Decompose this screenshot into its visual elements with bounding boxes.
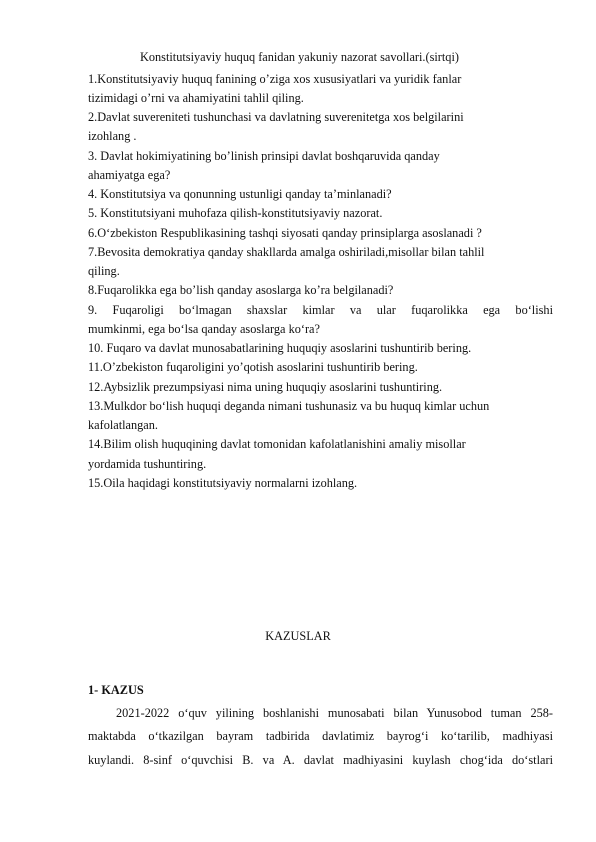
page-title: Konstitutsiyaviy huquq fanidan yakuniy nazorat savollari.(sirtqi) — [140, 50, 459, 64]
question-9-line-2: mumkinmi, ega bo‘lsa qanday asoslarga ko‘ra? — [88, 321, 320, 336]
question-1-line-2: tizimidagi o’rni va ahamiyatini tahlil qiling. — [88, 90, 304, 105]
question-8-line-1: 8.Fuqarolikka ega bo’lish qanday asoslarga ko’ra belgilanadi? — [88, 283, 394, 298]
question-7-line-2: qiling. — [88, 264, 120, 278]
case-1-line-1: 2021-2022 o‘quv yilining boshlanishi munosabati bilan Yunusobod tuman 258- — [116, 706, 553, 720]
question-3-line-2: ahamiyatga ega? — [88, 167, 171, 182]
question-14-line-2: yordamida tushuntiring. — [88, 456, 207, 471]
question-3-line-1: 3. Davlat hokimiyatining bo’linish prinsipi davlat boshqaruvida qanday — [88, 148, 440, 163]
question-9 — [88, 301, 553, 340]
question-10 — [88, 339, 553, 358]
question-8 — [88, 281, 553, 300]
question-7 — [88, 243, 553, 282]
question-12 — [88, 378, 553, 397]
question-11 — [88, 358, 553, 377]
question-12-line-1: 12.Aybsizlik prezumpsiyasi nima uning huquqiy asoslarini tushuntiring. — [88, 379, 443, 394]
question-5-line-1: 5. Konstitutsiyani muhofaza qilish-konstitutsiyaviy nazorat. — [88, 206, 383, 221]
question-2 — [88, 108, 553, 147]
question-2-line-1: 2.Davlat suvereniteti tushunchasi va davlatning suverenitetga xos belgilarini — [88, 110, 464, 124]
case-1-title: 1- KAZUS — [88, 683, 144, 697]
question-15-line-1: 15.Oila haqidagi konstitutsiyaviy normalarni izohlang. — [88, 475, 358, 490]
question-7-line-1: 7.Bevosita demokratiya qanday shakllarda amalga oshiriladi,misollar bilan tahlil — [88, 244, 485, 259]
question-14 — [88, 435, 553, 474]
question-5 — [88, 204, 553, 223]
question-1-line-1: 1.Konstitutsiyaviy huquq fanining o’ziga xos xususiyatlari va yuridik fanlar — [88, 71, 462, 86]
question-13-line-1: 13.Mulkdor bo‘lish huquqi deganda nimani tushunasiz va bu huquq kimlar uchun — [88, 398, 490, 413]
case-1-line-3: kuylandi. 8-sinf o‘quvchisi B. va A. davlat madhiyasini kuylash chog‘ida do‘stlari — [88, 752, 553, 767]
question-6 — [88, 224, 553, 243]
question-6-line-1: 6.O‘zbekiston Respublikasining tashqi siyosati qanday prinsiplarga asoslanadi ? — [88, 225, 482, 240]
question-13 — [88, 397, 553, 436]
question-1 — [88, 70, 553, 109]
question-9-line-1: 9. Fuqaroligi bo‘lmagan shaxslar kimlar va ular fuqarolikka ega bo‘lishi — [88, 302, 553, 317]
case-1-line-2: maktabda o‘tkazilgan bayram tadbirida davlatimiz bayrog‘i ko‘tarilib, madhiyasi — [88, 729, 553, 744]
question-3 — [88, 147, 553, 186]
question-4-line-1: 4. Konstitutsiya va qonunning ustunligi qanday ta’minlanadi? — [88, 187, 392, 201]
case-1-body — [88, 702, 553, 772]
question-10-line-1: 10. Fuqaro va davlat munosabatlarining huquqiy asoslarini tushuntirib bering. — [88, 341, 472, 355]
question-4 — [88, 185, 553, 204]
question-13-line-2: kafolatlangan. — [88, 418, 158, 432]
questions-list — [88, 70, 553, 494]
question-15 — [88, 474, 553, 493]
cases-heading: KAZUSLAR — [265, 629, 331, 643]
question-2-line-2: izohlang . — [88, 129, 137, 144]
question-14-line-1: 14.Bilim olish huquqining davlat tomonidan kafolatlanishini amaliy misollar — [88, 437, 466, 452]
question-11-line-1: 11.O’zbekiston fuqaroligini yo’qotish asoslarini tushuntirib bering. — [88, 360, 418, 375]
